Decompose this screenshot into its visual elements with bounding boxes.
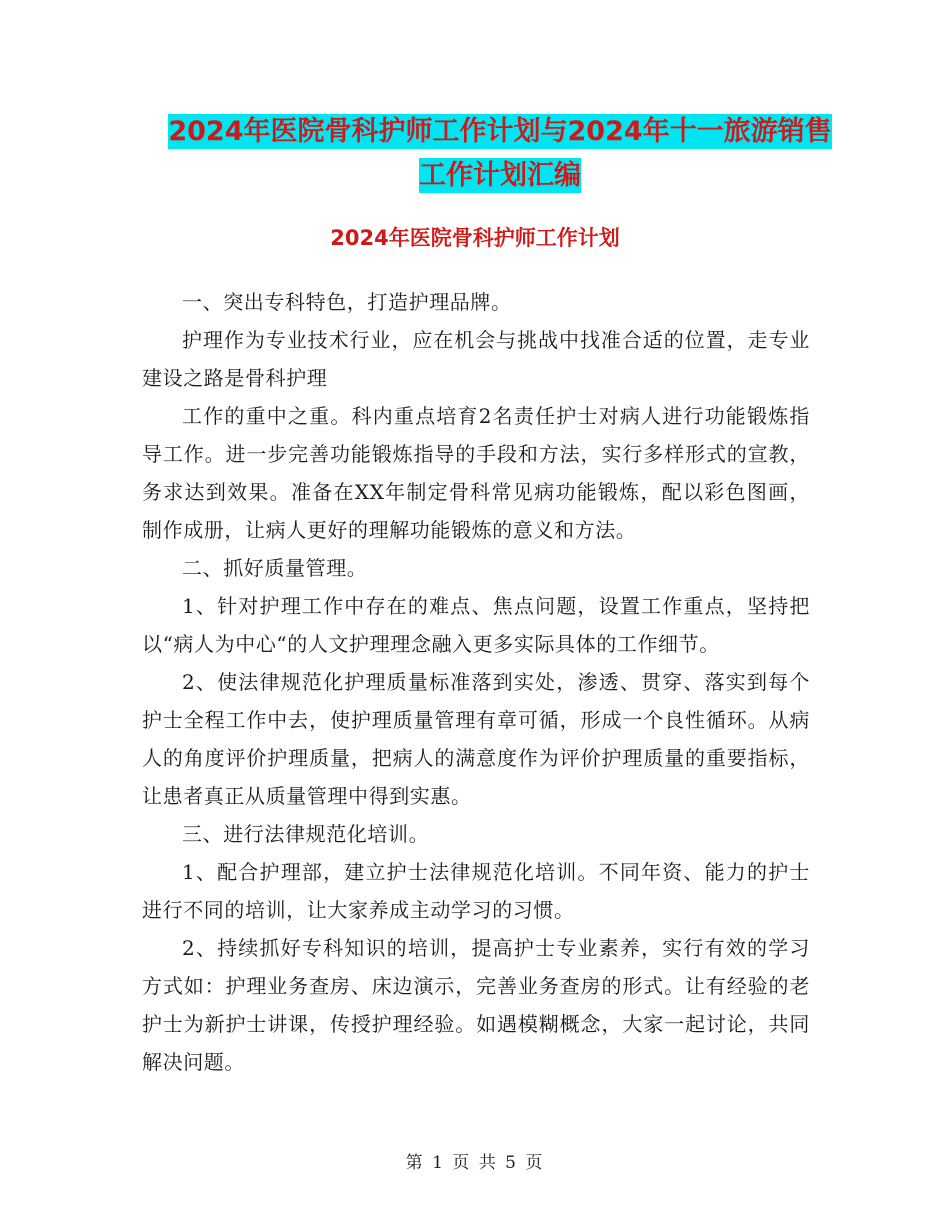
page-footer: 第 1 页 共 5 页 xyxy=(405,1153,545,1173)
paragraph: 护理作为专业技术行业，应在机会与挑战中找准合适的位置，走专业建设之路是骨科护理 xyxy=(142,328,810,390)
paragraph: 2、持续抓好专科知识的培训，提高护士专业素养，实行有效的学习方式如：护理业务查房、床边演示，完善业务查房的形式。让有经验的老护士为新护士讲课，传授护理经验。如遇模糊概念，大家一起讨论，共同解决问题。 xyxy=(142,936,810,1074)
paragraph: 1、配合护理部，建立护士法律规范化培训。不同年资、能力的护士进行不同的培训，让大家养成主动学习的习惯。 xyxy=(142,860,810,922)
paragraph: 工作的重中之重。科内重点培育2名责任护士对病人进行功能锻炼指导工作。进一步完善功能锻炼指导的手段和方法，实行多样形式的宣教，务求达到效果。准备在XX年制定骨科常见病功能锻炼，配以彩色图画，制作成册，让病人更好的理解功能锻炼的意义和方法。 xyxy=(142,404,810,542)
paragraph: 一、突出专科特色，打造护理品牌。 xyxy=(182,290,512,314)
document-title-line2: 工作计划汇编 xyxy=(419,160,581,191)
paragraph: 二、抓好质量管理。 xyxy=(182,556,368,580)
section-title: 2024年医院骨科护师工作计划 xyxy=(330,226,620,250)
paragraph: 三、进行法律规范化培训。 xyxy=(182,822,430,846)
document-body xyxy=(142,283,810,1081)
document-title xyxy=(120,110,880,198)
paragraph: 2、使法律规范化护理质量标准落到实处，渗透、贯穿、落实到每个护士全程工作中去，使护理质量管理有章可循，形成一个良性循环。从病人的角度评价护理质量，把病人的满意度作为评价护理质量的重要指标，让患者真正从质量管理中得到实惠。 xyxy=(142,670,810,808)
paragraph: 1、针对护理工作中存在的难点、焦点问题，设置工作重点，坚持把以“病人为中心“的人文护理理念融入更多实际具体的工作细节。 xyxy=(142,594,810,656)
document-title-line1: 2024年医院骨科护师工作计划与2024年十一旅游销售 xyxy=(168,116,832,147)
